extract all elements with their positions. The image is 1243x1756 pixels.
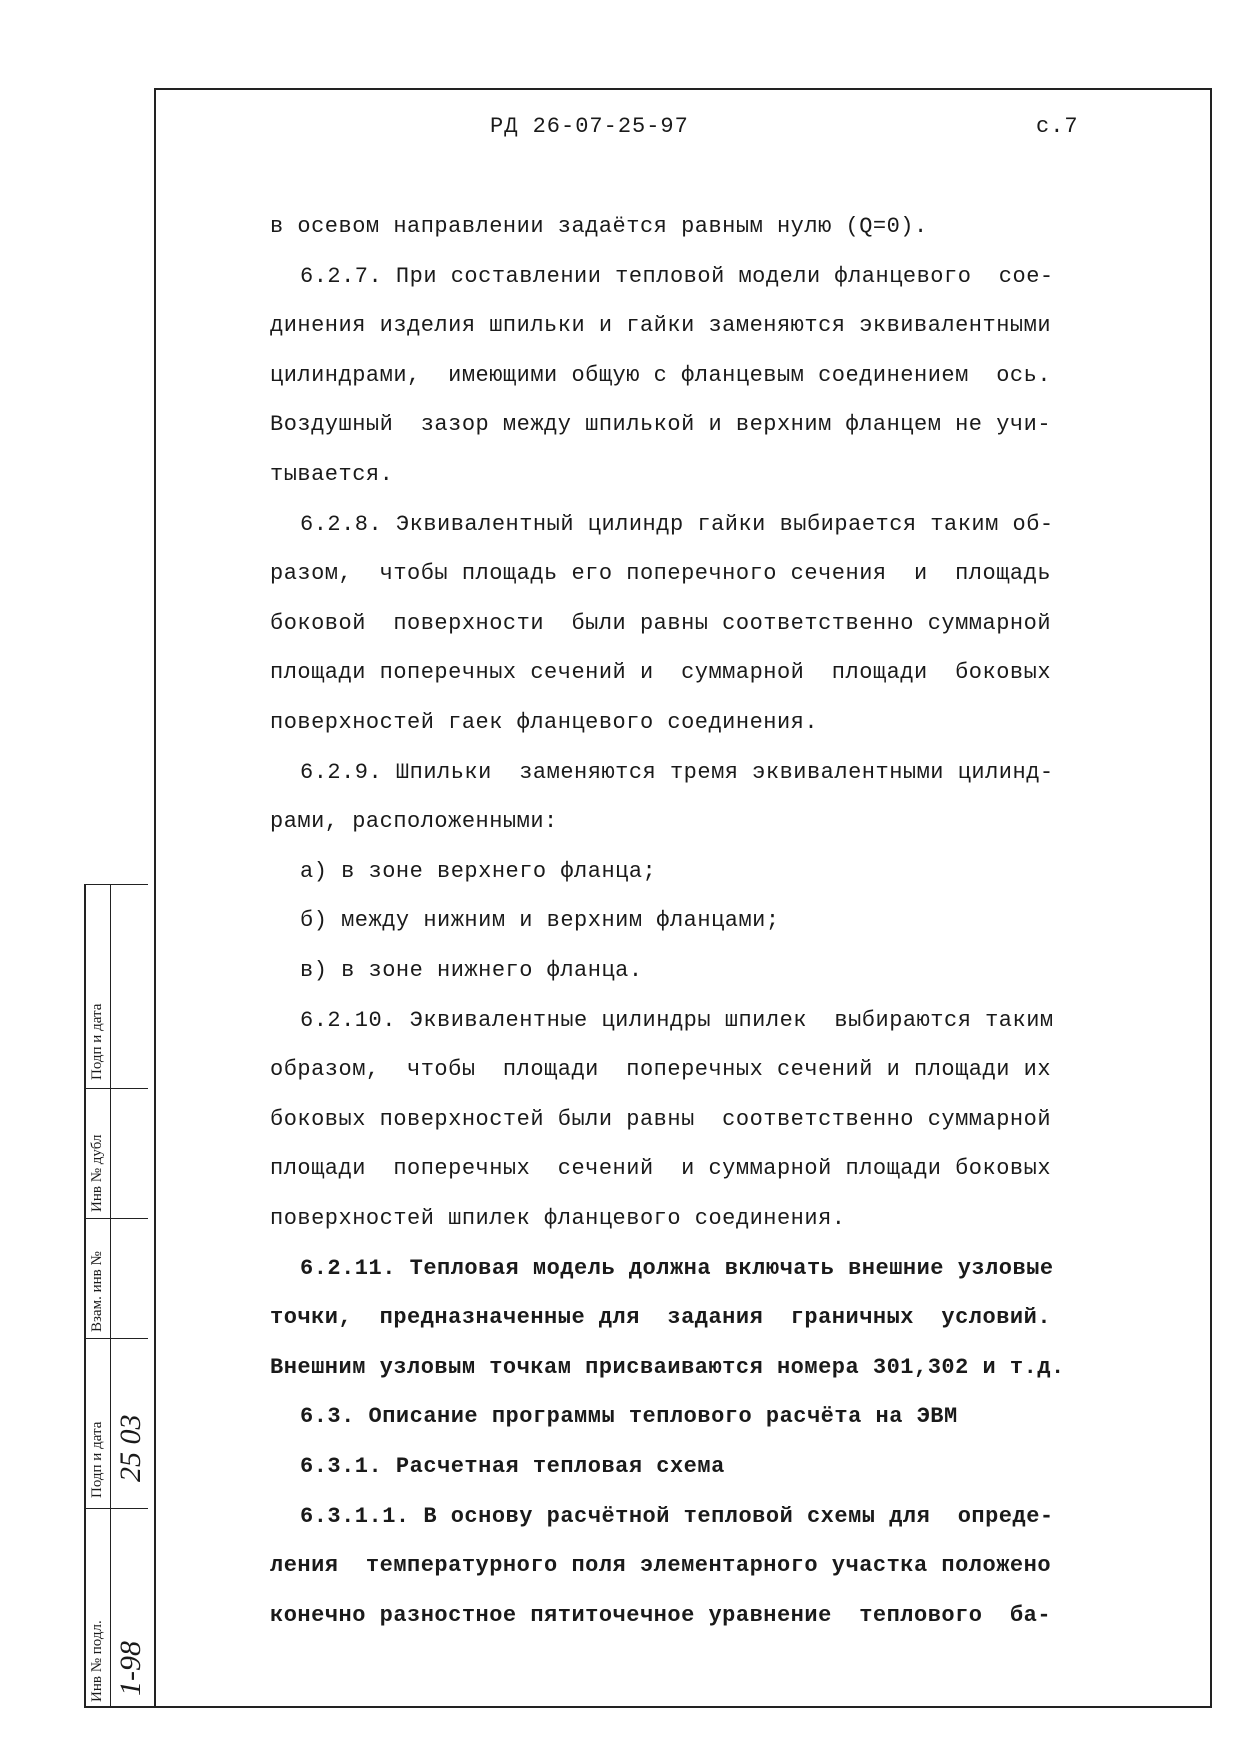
stamp-podp-data-value: 25 03 <box>114 1414 147 1482</box>
stamp-divider <box>86 1218 148 1219</box>
text-line: площади поперечных сечений и суммарной площади боковых <box>270 660 1052 685</box>
text-line: Воздушный зазор между шпилькой и верхним фланцем не учи- <box>270 412 1052 437</box>
text-line: боковых поверхностей были равны соответственно суммарной <box>270 1107 1052 1132</box>
stamp-divider <box>86 884 148 885</box>
text-line: точки, предназначенные для задания граничных условий. <box>270 1305 1052 1330</box>
text-line: 6.3. Описание программы теплового расчёта на ЭВМ <box>300 1404 958 1429</box>
text-line: в осевом направлении задаётся равным нулю (Q=0). <box>270 214 928 239</box>
side-stamp <box>84 884 148 1706</box>
stamp-divider <box>86 1508 148 1509</box>
text-line: 6.3.1.1. В основу расчётной тепловой схемы для опреде- <box>300 1504 1054 1529</box>
text-line: поверхностей шпилек фланцевого соединения. <box>270 1206 846 1231</box>
stamp-divider <box>86 1088 148 1089</box>
text-line: динения изделия шпильки и гайки заменяются эквивалентными <box>270 313 1052 338</box>
page-frame-left <box>154 88 156 1708</box>
text-line: разом, чтобы площадь его поперечного сечения и площадь <box>270 561 1052 586</box>
text-line: а) в зоне верхнего фланца; <box>300 859 657 884</box>
stamp-inv-podl-label: Инв № подл. <box>89 1620 105 1702</box>
text-line: 6.2.9. Шпильки заменяются тремя эквивалентными цилинд- <box>300 760 1054 785</box>
stamp-divider <box>110 884 111 1706</box>
text-line: б) между нижним и верхним фланцами; <box>300 908 780 933</box>
text-line: Внешним узловым точкам присваиваются номера 301,302 и т.д. <box>270 1355 1065 1380</box>
text-line: тывается. <box>270 462 394 487</box>
page-frame-bottom <box>84 1706 1212 1708</box>
text-line: в) в зоне нижнего фланца. <box>300 958 643 983</box>
stamp-podp-data-label: Подп и дата <box>89 1421 105 1498</box>
text-line: рами, расположенными: <box>270 809 558 834</box>
text-line: 6.3.1. Расчетная тепловая схема <box>300 1454 725 1479</box>
stamp-podp-data2-label: Подп и дата <box>89 1003 105 1080</box>
text-line: площади поперечных сечений и суммарной площади боковых <box>270 1156 1052 1181</box>
page-frame-top <box>154 88 1212 90</box>
text-line: боковой поверхности были равны соответственно суммарной <box>270 611 1052 636</box>
text-line: 6.2.8. Эквивалентный цилиндр гайки выбирается таким об- <box>300 512 1054 537</box>
stamp-inv-podl-value: 1-98 <box>114 1641 147 1696</box>
text-line: 6.2.10. Эквивалентные цилиндры шпилек выбираются таким <box>300 1008 1054 1033</box>
text-line: поверхностей гаек фланцевого соединения. <box>270 710 819 735</box>
document-code: РД 26-07-25-97 <box>490 114 689 139</box>
text-line: конечно разностное пятиточечное уравнение теплового ба- <box>270 1603 1052 1628</box>
text-line: 6.2.7. При составлении тепловой модели фланцевого сое- <box>300 264 1054 289</box>
stamp-divider <box>86 1338 148 1339</box>
stamp-vzam-label: Взам. инв № <box>89 1251 105 1332</box>
text-line: образом, чтобы площади поперечных сечений и площади их <box>270 1057 1052 1082</box>
page-number: с.7 <box>1036 114 1079 139</box>
page-frame-right <box>1210 88 1212 1708</box>
text-line: ления температурного поля элементарного участка положено <box>270 1553 1052 1578</box>
stamp-inv-dubl-label: Инв № дубл <box>89 1134 105 1212</box>
text-line: цилиндрами, имеющими общую с фланцевым соединением ось. <box>270 363 1052 388</box>
text-line: 6.2.11. Тепловая модель должна включать внешние узловые <box>300 1256 1054 1281</box>
